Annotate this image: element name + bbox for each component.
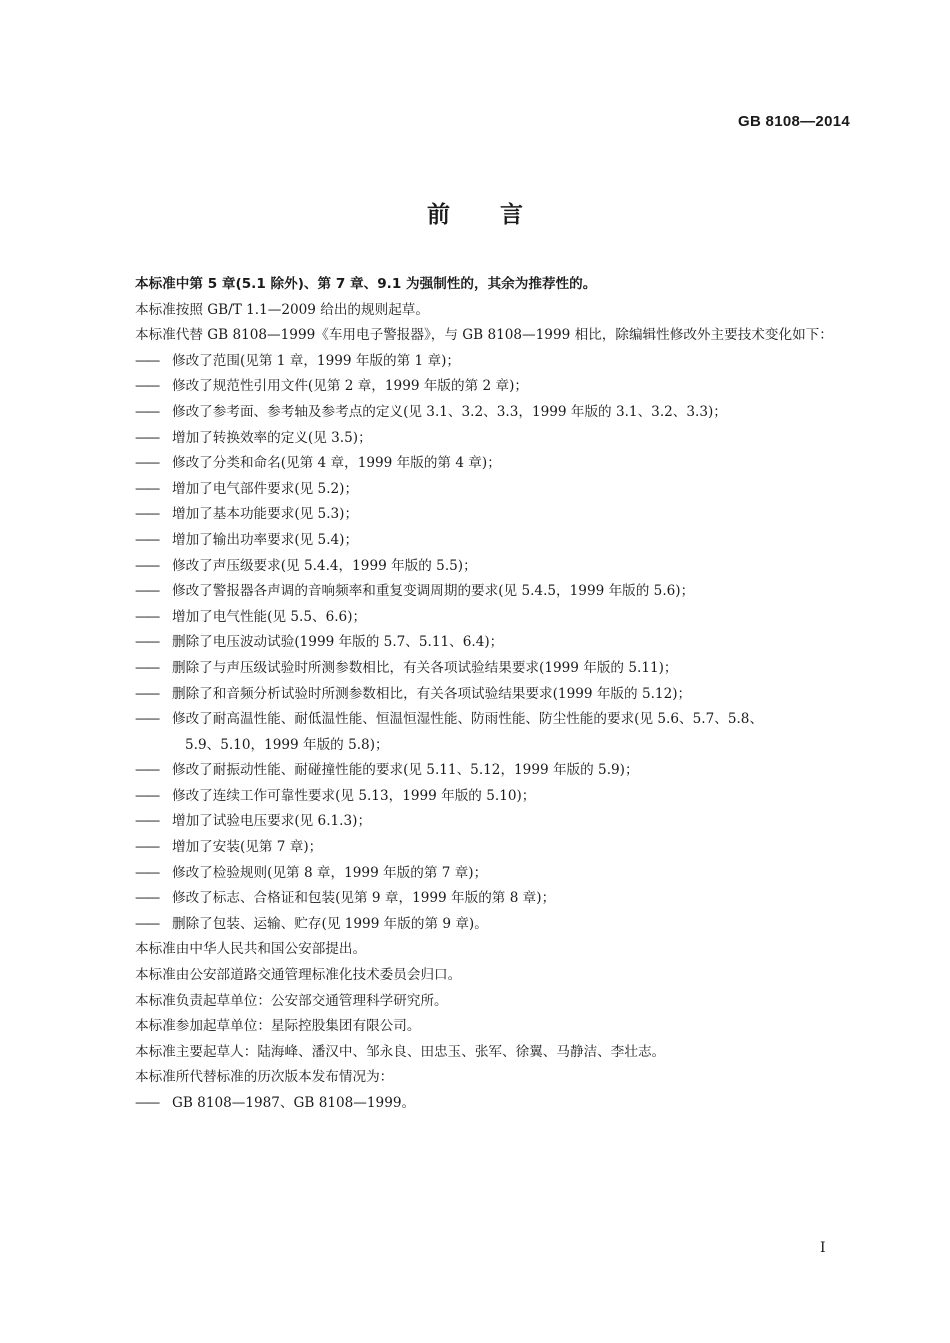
list-item: —— 修改了范围(见第 1 章，1999 年版的第 1 章)； <box>107 349 852 375</box>
paragraph-main-drafters: 本标准主要起草人：陆海峰、潘汉中、邹永良、田忠玉、张军、徐翼、马静洁、李壮志。 <box>135 1043 666 1060</box>
em-dash: —— <box>135 429 159 446</box>
list-item: —— 删除了与声压级试验时所测参数相比，有关各项试验结果要求(1999 年版的 5.11)； <box>107 656 852 682</box>
em-dash: —— <box>135 634 159 651</box>
paragraph-proposed-by: 本标准由中华人民共和国公安部提出。 <box>135 941 367 958</box>
em-dash: —— <box>135 762 159 779</box>
em-dash: —— <box>135 685 159 702</box>
list-item: —— 修改了规范性引用文件(见第 2 章，1999 年版的第 2 章)； <box>107 374 852 400</box>
list-item: —— 删除了电压波动试验(1999 年版的 5.7、5.11、6.4)； <box>107 630 852 656</box>
change-list <box>107 349 852 938</box>
em-dash: —— <box>135 659 159 676</box>
em-dash: —— <box>135 864 159 881</box>
list-item: —— 修改了耐高温性能、耐低温性能、恒温恒湿性能、防雨性能、防尘性能的要求(见 5.6、5.7、5.8、 5.9、5.10，1999 年版的 5.8)； <box>107 707 852 758</box>
paragraph-lead-drafter-org: 本标准负责起草单位：公安部交通管理科学研究所。 <box>135 992 448 1009</box>
list-item: —— 删除了包装、运输、贮存(见 1999 年版的第 9 章)。 <box>107 912 852 938</box>
em-dash: —— <box>135 839 159 856</box>
em-dash: —— <box>135 711 159 728</box>
list-item: —— 增加了电气性能(见 5.5、6.6)； <box>107 605 852 631</box>
paragraph-replaces: 本标准代替 GB 8108—1999《车用电子警报器》，与 GB 8108—1999 相比，除编辑性修改外主要技术变化如下： <box>135 327 833 344</box>
list-item: —— 修改了检验规则(见第 8 章，1999 年版的第 7 章)； <box>107 861 852 887</box>
list-item: —— 增加了试验电压要求(见 6.1.3)； <box>107 809 852 835</box>
list-item: —— 增加了输出功率要求(见 5.4)； <box>107 528 852 554</box>
em-dash: —— <box>135 890 159 907</box>
em-dash: —— <box>135 915 159 932</box>
paragraph-technical-committee: 本标准由公安部道路交通管理标准化技术委员会归口。 <box>135 967 462 984</box>
em-dash: —— <box>135 403 159 420</box>
em-dash: —— <box>135 352 159 369</box>
paragraph-edition-history: 本标准所代替标准的历次版本发布情况为： <box>135 1069 394 1086</box>
page-number: I <box>820 1240 826 1256</box>
list-item: —— 修改了分类和命名(见第 4 章，1999 年版的第 4 章)； <box>107 451 852 477</box>
list-item-continuation: 5.9、5.10，1999 年版的 5.8)； <box>185 736 389 753</box>
em-dash: —— <box>135 583 159 600</box>
list-item: —— 修改了连续工作可靠性要求(见 5.13，1999 年版的 5.10)； <box>107 784 852 810</box>
em-dash: —— <box>135 378 159 395</box>
list-item: —— 增加了安装(见第 7 章)； <box>107 835 852 861</box>
em-dash: —— <box>135 506 159 523</box>
list-item: —— 删除了和音频分析试验时所测参数相比，有关各项试验结果要求(1999 年版的 5.12)； <box>107 682 852 708</box>
list-item-previous-editions: —— GB 8108—1987、GB 8108—1999。 <box>107 1091 852 1117</box>
document-body <box>107 272 852 1117</box>
paragraph-mandatory-clause: 本标准中第 5 章(5.1 除外)、第 7 章、9.1 为强制性的，其余为推荐性的。 <box>135 276 597 292</box>
page-title: 前言 <box>427 202 573 228</box>
em-dash: —— <box>135 1095 159 1111</box>
paragraph-drafting-rules: 本标准按照 GB/T 1.1—2009 给出的规则起草。 <box>135 301 429 318</box>
paragraph-participating-org: 本标准参加起草单位：星际控股集团有限公司。 <box>135 1018 421 1035</box>
em-dash: —— <box>135 531 159 548</box>
list-item: —— 修改了警报器各声调的音响频率和重复变调周期的要求(见 5.4.5，1999 年版的 5.6)； <box>107 579 852 605</box>
em-dash: —— <box>135 813 159 830</box>
standard-code: GB 8108—2014 <box>737 113 850 130</box>
list-item: —— 修改了耐振动性能、耐碰撞性能的要求(见 5.11、5.12，1999 年版的 5.9)； <box>107 758 852 784</box>
em-dash: —— <box>135 787 159 804</box>
list-item: —— 增加了电气部件要求(见 5.2)； <box>107 477 852 503</box>
list-item: —— 修改了标志、合格证和包装(见第 9 章，1999 年版的第 8 章)； <box>107 886 852 912</box>
em-dash: —— <box>135 608 159 625</box>
list-item: —— 增加了基本功能要求(见 5.3)； <box>107 502 852 528</box>
em-dash: —— <box>135 455 159 472</box>
list-item: —— 修改了声压级要求(见 5.4.4，1999 年版的 5.5)； <box>107 554 852 580</box>
list-item: —— 修改了参考面、参考轴及参考点的定义(见 3.1、3.2、3.3，1999 年版的 3.1、3.2、3.3)； <box>107 400 852 426</box>
list-item: —— 增加了转换效率的定义(见 3.5)； <box>107 426 852 452</box>
em-dash: —— <box>135 557 159 574</box>
em-dash: —— <box>135 480 159 497</box>
